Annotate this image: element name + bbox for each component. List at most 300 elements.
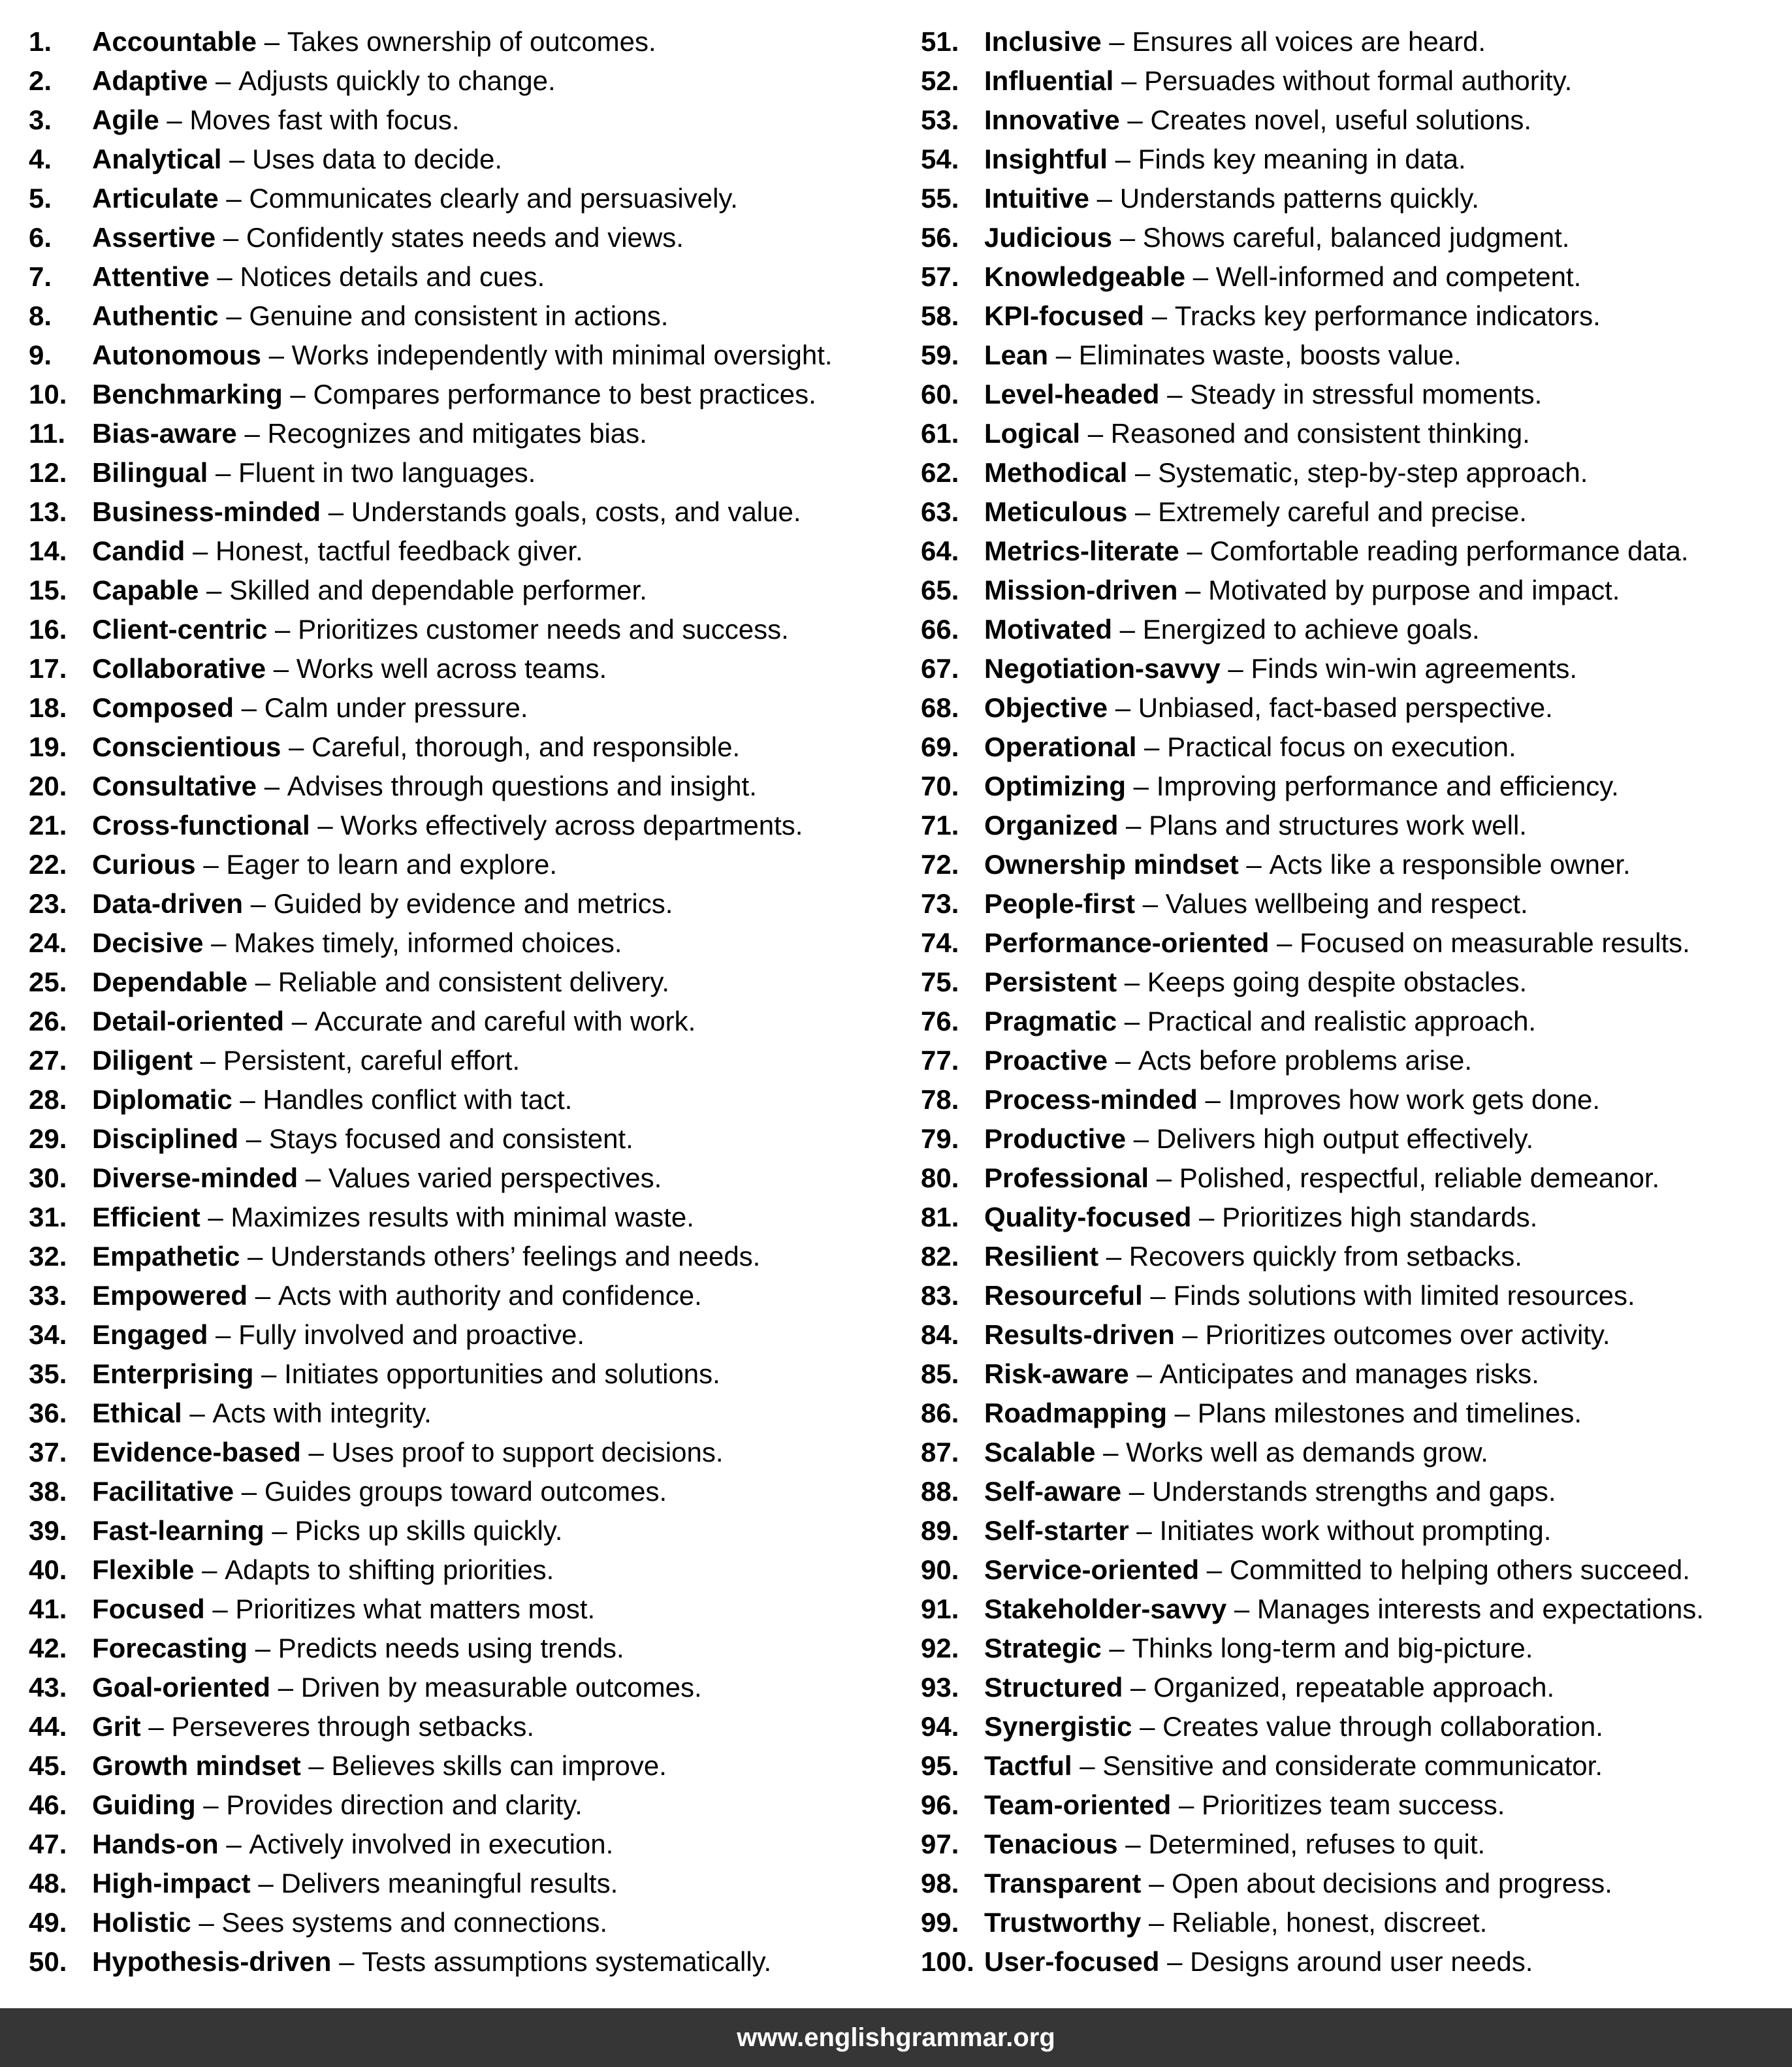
list-item [29, 845, 833, 884]
item-term: Focused [92, 1594, 205, 1624]
list-item [29, 1786, 833, 1825]
item-separator: – [203, 927, 234, 958]
list-item [29, 257, 833, 296]
item-separator: – [331, 1946, 362, 1977]
item-definition: Works well as demands grow. [1126, 1437, 1488, 1467]
item-number: 11. [29, 418, 66, 449]
item-number: 22. [29, 849, 67, 880]
item-number: 20. [29, 771, 67, 801]
item-number: 71. [921, 810, 959, 841]
item-number: 67. [921, 653, 959, 684]
item-definition: Creates novel, useful solutions. [1150, 104, 1532, 135]
item-separator: – [321, 496, 351, 527]
item-definition: Compares performance to best practices. [313, 379, 816, 409]
item-term: Flexible [92, 1554, 195, 1585]
item-separator: – [221, 144, 253, 174]
item-term: Articulate [92, 183, 219, 214]
item-term: Facilitative [92, 1476, 234, 1507]
item-definition: Skilled and dependable performer. [229, 575, 647, 605]
list-item [29, 1198, 833, 1237]
item-definition: Actively involved in execution. [249, 1829, 614, 1859]
list-item [921, 806, 1704, 845]
item-term: Engaged [92, 1319, 208, 1350]
item-separator: – [1238, 849, 1270, 880]
item-separator: – [1119, 104, 1151, 135]
item-number: 40. [29, 1554, 67, 1585]
list-item [921, 1159, 1704, 1198]
item-definition: Comfortable reading performance data. [1209, 536, 1689, 566]
item-number: 65. [921, 575, 959, 605]
item-number: 55. [921, 183, 959, 214]
item-term: Strategic [984, 1633, 1102, 1663]
item-definition: Finds solutions with limited resources. [1173, 1280, 1635, 1311]
list-item [29, 1903, 833, 1942]
item-term: Efficient [92, 1202, 200, 1232]
item-separator: – [298, 1162, 328, 1193]
item-separator: – [1112, 614, 1143, 645]
item-separator: – [1177, 575, 1209, 605]
list-item [29, 1629, 833, 1668]
item-separator: – [140, 1711, 172, 1742]
item-separator: – [248, 967, 278, 997]
item-separator: – [1126, 1123, 1157, 1154]
list-item [921, 1629, 1704, 1668]
item-definition: Initiates work without prompting. [1159, 1515, 1552, 1546]
item-definition: Plans milestones and timelines. [1197, 1398, 1582, 1428]
item-term: Level-headed [984, 379, 1160, 409]
list-item [29, 218, 833, 257]
item-definition: Confidently states needs and views. [246, 222, 684, 253]
item-term: Business-minded [92, 496, 321, 527]
item-definition: Provides direction and clarity. [226, 1789, 583, 1820]
item-term: Stakeholder-savvy [984, 1594, 1227, 1624]
item-definition: Works independently with minimal oversight. [291, 340, 833, 370]
item-definition: Picks up skills quickly. [295, 1515, 563, 1546]
list-item [29, 375, 833, 414]
item-definition: Fluent in two languages. [238, 457, 536, 488]
item-separator: – [1220, 653, 1251, 684]
item-separator: – [1121, 1476, 1152, 1507]
item-separator: – [267, 614, 298, 645]
list-item [29, 453, 833, 492]
item-separator: – [1112, 222, 1143, 253]
item-definition: Understands others’ feelings and needs. [270, 1241, 761, 1272]
item-definition: Notices details and cues. [240, 261, 545, 292]
item-definition: Fully involved and proactive. [238, 1319, 585, 1350]
item-number: 51. [921, 26, 959, 57]
list-item [921, 101, 1704, 140]
item-term: Team-oriented [984, 1789, 1172, 1820]
item-separator: – [1089, 183, 1120, 214]
item-separator: – [1098, 1241, 1129, 1272]
item-number: 75. [921, 967, 959, 997]
item-definition: Eager to learn and explore. [226, 849, 558, 880]
item-term: Disciplined [92, 1123, 239, 1154]
list-item [29, 1746, 833, 1786]
item-separator: – [1117, 1006, 1147, 1036]
item-definition: Uses proof to support decisions. [331, 1437, 724, 1467]
item-term: Structured [984, 1672, 1123, 1703]
item-number: 92. [921, 1633, 959, 1663]
item-definition: Thinks long-term and big-picture. [1132, 1633, 1533, 1663]
item-separator: – [1132, 1711, 1163, 1742]
item-separator: – [209, 261, 240, 292]
item-number: 61. [921, 418, 959, 449]
item-term: Knowledgeable [984, 261, 1186, 292]
list-item [921, 1433, 1704, 1472]
item-separator: – [310, 810, 341, 841]
item-separator: – [1185, 261, 1216, 292]
item-number: 53. [921, 104, 959, 135]
item-definition: Uses data to decide. [252, 144, 503, 174]
item-number: 91. [921, 1594, 959, 1624]
item-definition: Persistent, careful effort. [223, 1045, 520, 1076]
item-separator: – [282, 379, 313, 409]
item-definition: Values wellbeing and respect. [1165, 888, 1528, 919]
item-term: People-first [984, 888, 1136, 919]
item-definition: Calm under pressure. [264, 692, 528, 723]
list-item [921, 1942, 1704, 1981]
item-separator: – [218, 300, 249, 331]
list-item [29, 923, 833, 963]
item-term: Pragmatic [984, 1006, 1117, 1036]
item-term: Collaborative [92, 653, 266, 684]
item-number: 44. [29, 1711, 67, 1742]
item-number: 12. [29, 457, 67, 488]
item-separator: – [208, 65, 239, 96]
item-number: 39. [29, 1515, 67, 1546]
item-definition: Prioritizes customer needs and success. [298, 614, 789, 645]
item-term: Tactful [984, 1750, 1072, 1781]
item-number: 28. [29, 1084, 67, 1115]
item-number: 81. [921, 1202, 959, 1232]
list-item [921, 1315, 1704, 1354]
list-item [921, 884, 1704, 923]
item-number: 77. [921, 1045, 959, 1076]
list-item [29, 884, 833, 923]
item-number: 27. [29, 1045, 67, 1076]
item-number: 56. [921, 222, 959, 253]
item-number: 54. [921, 144, 959, 174]
item-separator: – [1136, 731, 1168, 762]
item-number: 36. [29, 1398, 67, 1428]
item-number: 48. [29, 1868, 67, 1899]
item-definition: Determined, refuses to quit. [1148, 1829, 1486, 1859]
item-term: Self-starter [984, 1515, 1129, 1546]
item-term: Metrics-literate [984, 536, 1179, 566]
item-term: Autonomous [92, 340, 261, 370]
item-term: Attentive [92, 261, 210, 292]
item-number: 89. [921, 1515, 959, 1546]
list-item [29, 1942, 833, 1981]
list-item [29, 1668, 833, 1707]
item-definition: Practical and realistic approach. [1147, 1006, 1537, 1036]
item-number: 68. [921, 692, 959, 723]
item-number: 13. [29, 496, 67, 527]
item-separator: – [1226, 1594, 1257, 1624]
item-separator: – [281, 731, 312, 762]
list-item [921, 610, 1704, 649]
list-item [29, 179, 833, 218]
item-number: 15. [29, 575, 67, 605]
item-term: Growth mindset [92, 1750, 301, 1781]
item-separator: – [300, 1437, 332, 1467]
item-separator: – [1142, 1280, 1174, 1311]
list-item [921, 218, 1704, 257]
item-separator: – [208, 1319, 239, 1350]
item-separator: – [264, 1515, 295, 1546]
item-definition: Accurate and careful with work. [314, 1006, 696, 1036]
item-number: 46. [29, 1789, 67, 1820]
item-definition: Maximizes results with minimal waste. [231, 1202, 694, 1232]
item-separator: – [204, 1594, 236, 1624]
list-item [921, 1707, 1704, 1746]
item-number: 84. [921, 1319, 959, 1350]
item-definition: Acts like a responsible owner. [1269, 849, 1631, 880]
item-number: 1. [29, 26, 52, 57]
item-term: Transparent [984, 1868, 1142, 1899]
item-definition: Understands patterns quickly. [1119, 183, 1479, 214]
item-definition: Advises through questions and insight. [287, 771, 757, 801]
item-number: 83. [921, 1280, 959, 1311]
item-term: Resilient [984, 1241, 1099, 1272]
item-definition: Extremely careful and precise. [1158, 496, 1527, 527]
item-separator: – [1269, 927, 1300, 958]
item-term: Hypothesis-driven [92, 1946, 332, 1977]
item-definition: Plans and structures work well. [1149, 810, 1527, 841]
item-number: 66. [921, 614, 959, 645]
item-definition: Prioritizes high standards. [1222, 1202, 1538, 1232]
item-definition: Energized to achieve goals. [1142, 614, 1480, 645]
item-definition: Honest, tactful feedback giver. [216, 536, 583, 566]
item-term: Methodical [984, 457, 1128, 488]
list-item [29, 1550, 833, 1590]
item-number: 82. [921, 1241, 959, 1272]
list-item [29, 728, 833, 767]
item-term: Objective [984, 692, 1108, 723]
item-separator: – [1123, 1672, 1154, 1703]
item-definition: Delivers meaningful results. [281, 1868, 618, 1899]
item-separator: – [284, 1006, 315, 1036]
item-separator: – [248, 1633, 278, 1663]
item-number: 73. [921, 888, 959, 919]
item-separator: – [238, 1123, 269, 1154]
footer-website: www.englishgrammar.org [737, 2023, 1055, 2052]
item-number: 95. [921, 1750, 959, 1781]
item-number: 99. [921, 1907, 959, 1938]
list-item [921, 767, 1704, 806]
item-term: Innovative [984, 104, 1120, 135]
item-number: 29. [29, 1123, 67, 1154]
item-term: Consultative [92, 771, 257, 801]
item-definition: Recognizes and mitigates bias. [267, 418, 647, 449]
item-number: 69. [921, 731, 959, 762]
list-item [921, 296, 1704, 336]
list-item [921, 1198, 1704, 1237]
item-term: Evidence-based [92, 1437, 301, 1467]
item-definition: Values varied perspectives. [328, 1162, 662, 1193]
item-term: Productive [984, 1123, 1127, 1154]
item-separator: – [1125, 771, 1157, 801]
item-term: Judicious [984, 222, 1113, 253]
list-item [29, 1707, 833, 1746]
item-definition: Improves how work gets done. [1228, 1084, 1601, 1115]
item-number: 60. [921, 379, 959, 409]
item-number: 5. [29, 183, 52, 214]
item-definition: Reliable and consistent delivery. [278, 967, 669, 997]
item-definition: Guides groups toward outcomes. [264, 1476, 667, 1507]
item-number: 41. [29, 1594, 67, 1624]
item-definition: Sees systems and connections. [221, 1907, 608, 1938]
list-item [29, 1433, 833, 1472]
item-number: 85. [921, 1358, 959, 1389]
item-number: 52. [921, 65, 959, 96]
item-definition: Eliminates waste, boosts value. [1078, 340, 1462, 370]
item-term: Ownership mindset [984, 849, 1239, 880]
list-item [29, 1394, 833, 1433]
list-column-right [921, 22, 1704, 1981]
item-separator: – [1141, 1907, 1172, 1938]
item-separator: – [208, 457, 239, 488]
item-definition: Unbiased, fact-based perspective. [1138, 692, 1553, 723]
item-term: Conscientious [92, 731, 281, 762]
list-item [921, 1002, 1704, 1041]
item-definition: Initiates opportunities and solutions. [284, 1358, 720, 1389]
item-separator: – [261, 340, 292, 370]
item-number: 6. [29, 222, 52, 253]
item-term: Scalable [984, 1437, 1096, 1467]
list-item [29, 1159, 833, 1198]
list-item [29, 1825, 833, 1864]
item-number: 98. [921, 1868, 959, 1899]
list-item [921, 1825, 1704, 1864]
item-definition: Shows careful, balanced judgment. [1142, 222, 1570, 253]
list-item [921, 257, 1704, 296]
item-number: 64. [921, 536, 959, 566]
item-term: Authentic [92, 300, 219, 331]
item-number: 2. [29, 65, 52, 96]
item-number: 35. [29, 1358, 67, 1389]
item-term: User-focused [984, 1946, 1160, 1977]
list-item [921, 375, 1704, 414]
list-item [29, 532, 833, 571]
item-definition: Keeps going despite obstacles. [1147, 967, 1528, 997]
item-definition: Makes timely, informed choices. [234, 927, 622, 958]
list-item [921, 453, 1704, 492]
item-number: 72. [921, 849, 959, 880]
item-definition: Handles conflict with tact. [263, 1084, 573, 1115]
item-number: 74. [921, 927, 959, 958]
item-separator: – [240, 1241, 271, 1272]
list-item [921, 1354, 1704, 1394]
list-item [921, 1237, 1704, 1276]
item-definition: Understands goals, costs, and value. [351, 496, 801, 527]
item-definition: Genuine and consistent in actions. [249, 300, 669, 331]
item-separator: – [1179, 536, 1210, 566]
list-item [921, 845, 1704, 884]
item-number: 25. [29, 967, 67, 997]
item-separator: – [218, 1829, 249, 1859]
item-number: 26. [29, 1006, 67, 1036]
item-term: Composed [92, 692, 234, 723]
item-term: Meticulous [984, 496, 1128, 527]
item-definition: Organized, repeatable approach. [1153, 1672, 1555, 1703]
list-item [921, 649, 1704, 688]
item-number: 58. [921, 300, 959, 331]
list-item [921, 414, 1704, 453]
item-number: 8. [29, 300, 52, 331]
item-definition: Predicts needs using trends. [278, 1633, 624, 1663]
list-item [29, 1511, 833, 1550]
list-item [921, 1472, 1704, 1511]
item-number: 87. [921, 1437, 959, 1467]
item-term: Cross-functional [92, 810, 310, 841]
list-item [921, 1864, 1704, 1903]
item-term: Goal-oriented [92, 1672, 271, 1703]
list-item [29, 610, 833, 649]
item-number: 62. [921, 457, 959, 488]
list-item [921, 22, 1704, 61]
item-separator: – [232, 1084, 263, 1115]
item-separator: – [185, 536, 216, 566]
item-definition: Adjusts quickly to change. [238, 65, 556, 96]
list-item [29, 806, 833, 845]
item-separator: – [1174, 1319, 1206, 1350]
item-definition: Creates value through collaboration. [1162, 1711, 1603, 1742]
item-term: Accountable [92, 26, 257, 57]
item-definition: Reasoned and consistent thinking. [1110, 418, 1530, 449]
item-definition: Sensitive and considerate communicator. [1102, 1750, 1603, 1781]
item-definition: Works well across teams. [296, 653, 607, 684]
item-number: 21. [29, 810, 67, 841]
item-definition: Works effectively across departments. [340, 810, 803, 841]
item-number: 7. [29, 261, 52, 292]
item-term: Risk-aware [984, 1358, 1129, 1389]
item-term: Ethical [92, 1398, 182, 1428]
item-term: Organized [984, 810, 1119, 841]
item-number: 30. [29, 1162, 67, 1193]
item-separator: – [1159, 379, 1191, 409]
item-term: Self-aware [984, 1476, 1122, 1507]
item-definition: Manages interests and expectations. [1256, 1594, 1704, 1624]
item-term: Holistic [92, 1907, 191, 1938]
item-definition: Practical focus on execution. [1167, 731, 1516, 762]
item-term: Curious [92, 849, 196, 880]
list-item [29, 414, 833, 453]
list-item [29, 336, 833, 375]
item-term: Service-oriented [984, 1554, 1200, 1585]
list-item [921, 1041, 1704, 1080]
item-number: 42. [29, 1633, 67, 1663]
item-number: 38. [29, 1476, 67, 1507]
list-item [29, 1472, 833, 1511]
item-separator: – [1167, 1398, 1198, 1428]
item-definition: Acts with authority and confidence. [278, 1280, 702, 1311]
item-term: Lean [984, 340, 1049, 370]
item-number: 47. [29, 1829, 67, 1859]
item-definition: Careful, thorough, and responsible. [312, 731, 741, 762]
item-separator: – [1199, 1554, 1230, 1585]
list-item [921, 963, 1704, 1002]
item-definition: Well-informed and competent. [1215, 261, 1582, 292]
item-separator: – [194, 1554, 225, 1585]
item-definition: Takes ownership of outcomes. [287, 26, 656, 57]
item-term: Mission-driven [984, 575, 1178, 605]
item-term: Dependable [92, 967, 248, 997]
item-definition: Acts with integrity. [212, 1398, 432, 1428]
item-definition: Acts before problems arise. [1138, 1045, 1473, 1076]
item-definition: Ensures all voices are heard. [1132, 26, 1486, 57]
